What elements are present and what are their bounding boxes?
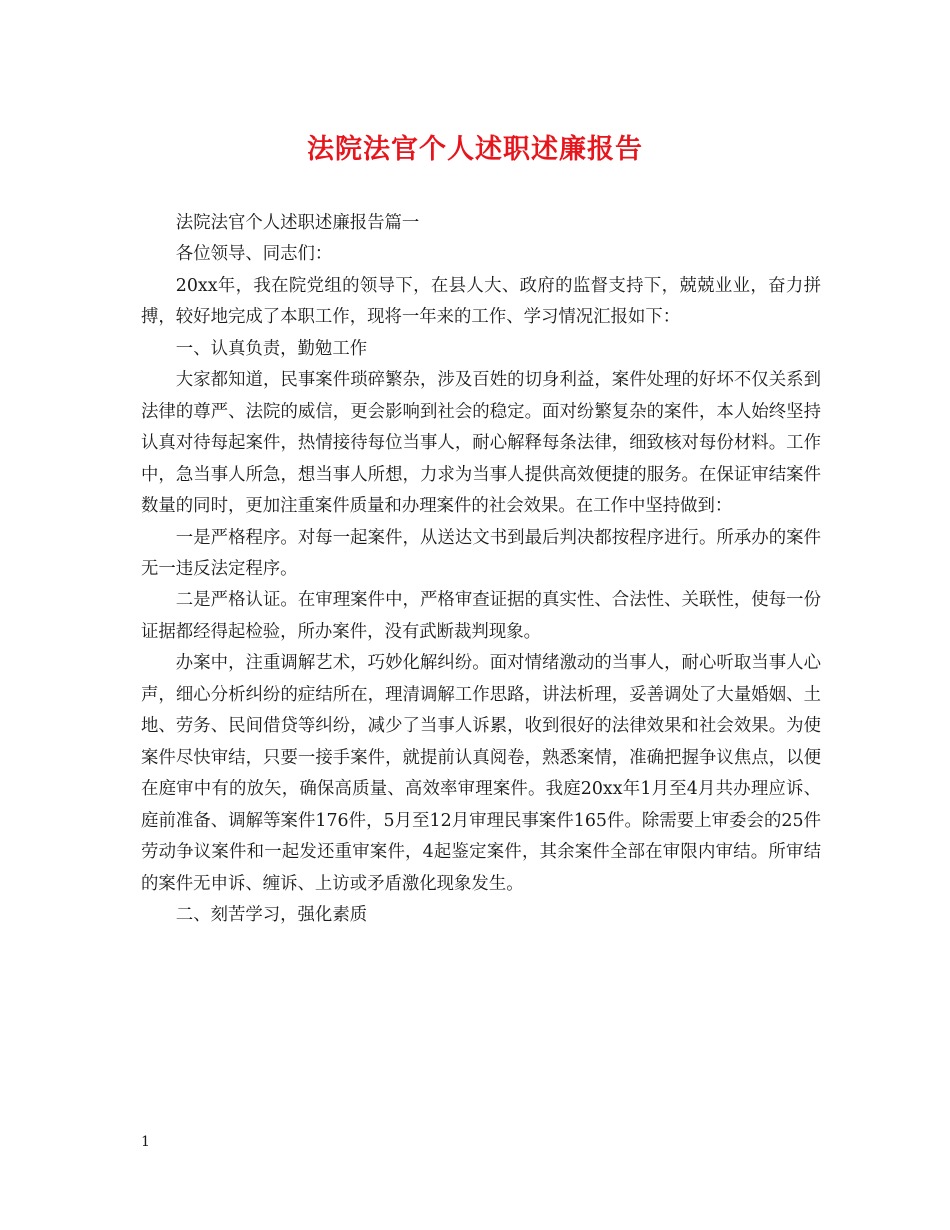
paragraph-subtitle: 法院法官个人述职述廉报告篇一 (175, 213, 420, 233)
section-heading-2: 二、刻苦学习，强化素质 (175, 904, 368, 925)
document-title: 法院法官个人述职述廉报告 (307, 134, 643, 165)
paragraph-salutation: 各位领导、同志们： (175, 244, 333, 265)
document-body (141, 208, 821, 931)
paragraph-work-overview: 大家都知道，民事案件琐碎繁杂，涉及百姓的切身利益，案件处理的好坏不仅关系到法律的尊严、法院的威信，更会影响到社会的稳定。面对纷繁复杂的案件，本人始终坚持认真对待每起案件，热情接待每位当事人，耐心解释每条法律，细致核对每份材料。工作中，急当事人所急，想当事人所想，力求为当事人提供高效便捷的服务。在保证审结案件数量的同时，更加注重案件质量和办理案件的社会效果。在工作中坚持做到： (141, 370, 821, 517)
paragraph-mediation: 办案中，注重调解艺术，巧妙化解纠纷。面对情绪激动的当事人，耐心听取当事人心声，细心分析纠纷的症结所在，理清调解工作思路，讲法析理，妥善调处了大量婚姻、土地、劳务、民间借贷等纠纷，减少了当事人诉累，收到很好的法律效果和社会效果。为使案件尽快审结，只要一接手案件，就提前认真阅卷，熟悉案情，准确把握争议焦点，以便在庭审中有的放矢，确保高质量、高效率审理案件。我庭20xx年1月至4月共办理应诉、庭前准备、调解等案件176件，5月至12月审理民事案件165件。除需要上审委会的25件劳动争议案件和一起发还重审案件，4起鉴定案件，其余案件全部在审限内审结。所审结的案件无申诉、缠诉、上访或矛盾激化现象发生。 (141, 653, 821, 894)
paragraph-strict-evidence: 二是严格认证。在审理案件中，严格审查证据的真实性、合法性、关联性，使每一份证据都经得起检验，所办案件，没有武断裁判现象。 (141, 590, 821, 642)
paragraph-strict-procedure: 一是严格程序。对每一起案件，从送达文书到最后判决都按程序进行。所承办的案件无一违反法定程序。 (141, 527, 821, 579)
paragraph-intro: 20xx年，我在院党组的领导下，在县人大、政府的监督支持下，兢兢业业，奋力拼搏，较好地完成了本职工作，现将一年来的工作、学习情况汇报如下： (141, 275, 821, 328)
section-heading-1: 一、认真负责，勤勉工作 (175, 338, 368, 359)
page-number: 1 (141, 1134, 150, 1150)
